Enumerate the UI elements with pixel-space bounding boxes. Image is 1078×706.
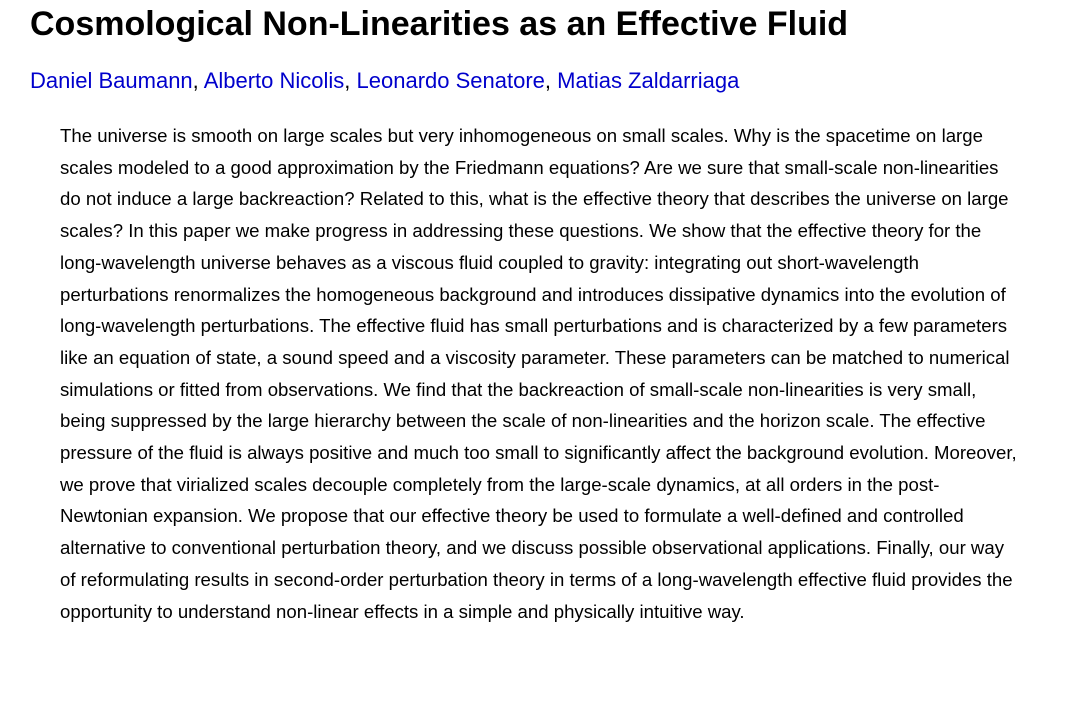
author-list: [30, 66, 739, 96]
paper-title: Cosmological Non-Linearities as an Effective Fluid: [30, 5, 849, 43]
author-link[interactable]: Leonardo Senatore: [356, 68, 545, 93]
abstract-text: The universe is smooth on large scales but very inhomogeneous on small scales. Why is the spacetime on large scales modeled to a good approximation by the Friedmann equations? Are we sure that small-scale non-linearities do not induce a large backreaction? Related to this, what is the effective theory that describes the universe on large scales? In this paper we make progress in addressing these questions. We show that the effective theory for the long-wavelength universe behaves as a viscous fluid coupled to gravity: integrating out short-wavelength perturbations renormalizes the homogeneous background and introduces dissipative dynamics into the evolution of long-wavelength perturbations. The effective fluid has small perturbations and is characterized by a few parameters like an equation of state, a sound speed and a viscosity parameter. These parameters can be matched to numerical simulations or fitted from observations. We find that the backreaction of small-scale non-linearities is very small, being suppressed by the large hierarchy between the scale of non-linearities and the horizon scale. The effective pressure of the fluid is always positive and much too small to significantly affect the background evolution. Moreover, we prove that virialized scales decouple completely from the large-scale dynamics, at all orders in the post-Newtonian expansion. We propose that our effective theory be used to formulate a well-defined and controlled alternative to conventional perturbation theory, and we discuss possible observational applications. Finally, our way of reformulating results in second-order perturbation theory in terms of a long-wavelength effective fluid provides the opportunity to understand non-linear effects in a simple and physically intuitive way.: [60, 125, 1017, 622]
author-link[interactable]: Daniel Baumann: [30, 68, 193, 93]
author-separator: ,: [344, 68, 357, 93]
author-separator: ,: [544, 68, 558, 93]
author-link[interactable]: Alberto Nicolis: [203, 68, 345, 93]
author-separator: ,: [192, 68, 204, 93]
author-link[interactable]: Matias Zaldarriaga: [557, 68, 740, 93]
